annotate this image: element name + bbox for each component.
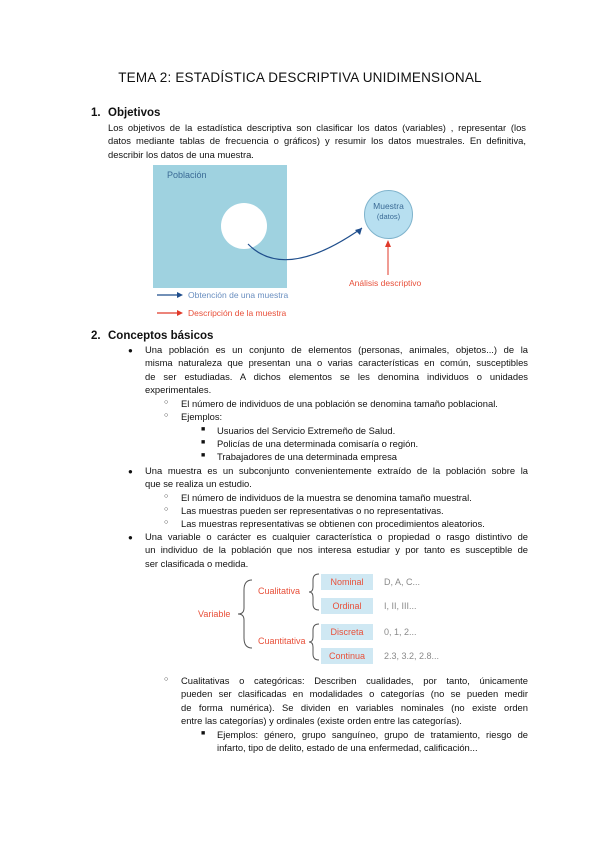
section-heading-conceptos: Conceptos básicos	[108, 330, 214, 342]
qualitative-label: Cualitativa	[258, 586, 301, 596]
sample-sublabel: (datos)	[376, 212, 401, 221]
square-bullet-icon: ■	[201, 439, 206, 446]
circle-bullet-icon: ○	[164, 519, 169, 526]
legend-describe-label: Descripción de la muestra	[188, 308, 287, 318]
paragraph-line: que se realiza un estudio.	[145, 478, 252, 490]
nominal-box: Nominal	[321, 574, 373, 590]
list-item: Las muestras representativas se obtienen con procedimientos aleatorios.	[181, 518, 485, 529]
population-label: Población	[167, 170, 207, 180]
bullet-icon: ●	[128, 467, 133, 476]
quant-brace	[309, 624, 319, 660]
section-number: 2.	[91, 330, 101, 342]
paragraph-line: Ejemplos: género, grupo sanguíneo, grupo de tratamiento, riesgo de	[217, 729, 528, 740]
paragraph-line: misma naturaleza que presentan una o varias características en común, susceptibles	[145, 357, 528, 369]
nominal-values: D, A, C...	[384, 577, 421, 587]
paragraph-line: Cualitativas o categóricas: Describen cualidades, por tanto, únicamente	[181, 675, 528, 686]
bullet-icon: ●	[128, 346, 133, 355]
discrete-box: Discreta	[321, 624, 373, 640]
circle-bullet-icon: ○	[164, 412, 169, 419]
paragraph-line: de forma numérica). Se dividen en variables nominales (no existe orden	[181, 701, 528, 713]
main-brace	[238, 580, 252, 648]
square-bullet-icon: ■	[201, 730, 206, 737]
list-item: Las muestras pueden ser representativas o no representativas.	[181, 505, 444, 516]
circle-bullet-icon: ○	[164, 399, 169, 406]
circle-bullet-icon: ○	[164, 676, 169, 683]
sample-label: Muestra	[373, 201, 404, 211]
paragraph-line: Una población es un conjunto de elementos (personas, animales, objetos...) de la	[145, 344, 528, 355]
ordinal-values: I, II, III...	[384, 601, 417, 611]
paragraph-line: Una variable o carácter es cualquier característica o propiedad o rasgo distintivo de	[145, 531, 528, 542]
list-item: Trabajadores de una determinada empresa	[217, 451, 397, 462]
paragraph-line: un individuo de la población que nos interesa estudiar y por tanto es susceptible de	[145, 544, 528, 556]
paragraph-line: pueden ser clasificadas en modalidades o categorías (no se pueden medir	[181, 688, 528, 700]
paragraph-line: entre las categorías) y ordinales (existe orden entre las categorías).	[181, 715, 462, 727]
list-item: El número de individuos de una población se denomina tamaño poblacional.	[181, 398, 498, 409]
paragraph-line: experimentales.	[145, 384, 212, 396]
quantitative-label: Cuantitativa	[258, 636, 306, 646]
paragraph-line: describir los datos de una muestra.	[108, 148, 254, 160]
section-heading-objetivos: Objetivos	[108, 107, 161, 119]
discrete-values: 0, 1, 2...	[384, 627, 417, 637]
list-item: Usuarios del Servicio Extremeño de Salud.	[217, 425, 396, 436]
paragraph-line: ser clasificada o medida.	[145, 557, 249, 569]
list-item: El número de individuos de la muestra se denomina tamaño muestral.	[181, 492, 472, 503]
list-item: Ejemplos:	[181, 411, 223, 422]
continuous-values: 2.3, 3.2, 2.8...	[384, 651, 440, 661]
list-item: Policías de una determinada comisaría o región.	[217, 438, 419, 449]
ordinal-box: Ordinal	[321, 598, 373, 614]
ejemplos-paragraph	[217, 728, 528, 755]
circle-bullet-icon: ○	[164, 493, 169, 500]
paragraph-line: datos mediante tablas de frecuencia o gráficos) y resumir los datos muestrales. En definitiva,	[108, 135, 526, 147]
variable-root-label: Variable	[198, 609, 231, 619]
square-bullet-icon: ■	[201, 426, 206, 433]
legend-obtain-label: Obtención de una muestra	[188, 290, 289, 300]
qual-brace	[309, 574, 319, 610]
cualitativas-paragraph	[181, 674, 528, 728]
paragraph-line: infarto, tipo de delito, estado de una enfermedad, calificación...	[217, 742, 478, 754]
square-bullet-icon: ■	[201, 452, 206, 459]
paragraph-line: Una muestra es un subconjunto convenientemente extraído de la población sobre la	[145, 465, 528, 476]
page-title: TEMA 2: ESTADÍSTICA DESCRIPTIVA UNIDIMENSIONAL	[118, 70, 482, 85]
paragraph-line: de ser estudiadas. A dichos elementos se les denomina individuos o unidades	[145, 370, 528, 382]
section-number: 1.	[91, 107, 101, 119]
circle-bullet-icon: ○	[164, 506, 169, 513]
continuous-box: Continua	[321, 648, 373, 664]
paragraph-line: Los objetivos de la estadística descriptiva son clasificar los datos (variables) , representar (los	[108, 122, 526, 133]
analysis-label: Análisis descriptivo	[349, 278, 422, 288]
bullet-icon: ●	[128, 533, 133, 542]
